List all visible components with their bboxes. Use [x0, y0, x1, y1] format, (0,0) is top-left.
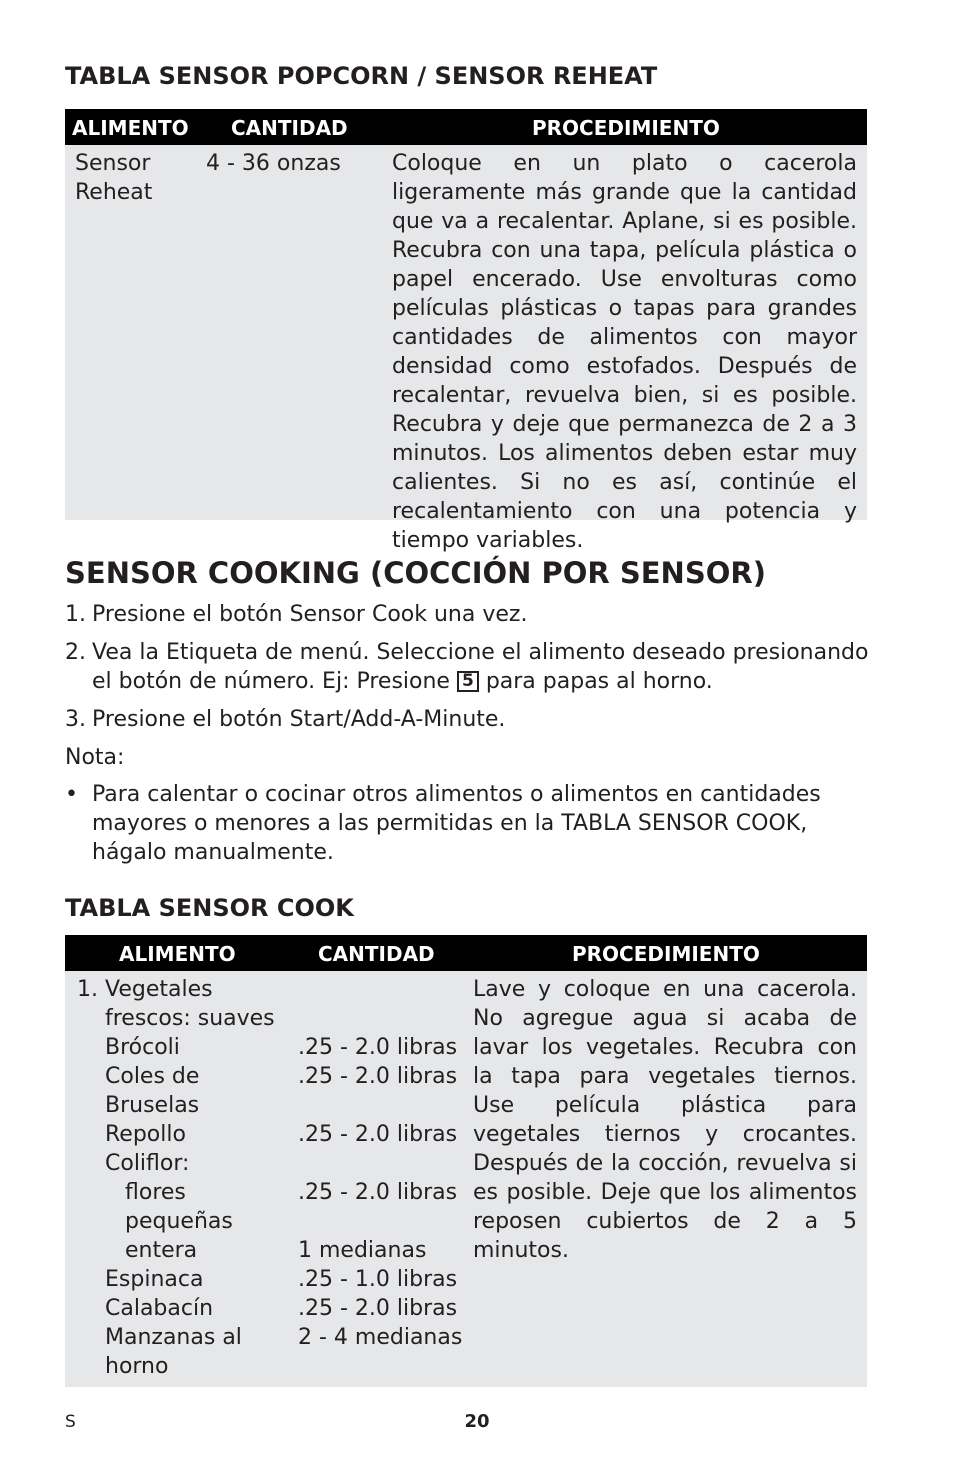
food-line: Reheat: [75, 180, 153, 205]
number-key-5: 5: [457, 671, 479, 692]
bullet-mark: •: [65, 782, 78, 807]
food-cell: Repollo: [105, 1122, 186, 1147]
step-text: Presione el botón Start/Add-A-Minute.: [92, 707, 506, 732]
amount-cell: 4 - 36 onzas: [206, 151, 341, 176]
header-procedimiento: PROCEDIMIENTO: [572, 942, 760, 966]
food-cell: Coliflor:: [105, 1151, 190, 1176]
step-2: [65, 638, 870, 696]
header-cantidad: CANTIDAD: [318, 942, 435, 966]
category-number: 1.: [77, 977, 98, 1002]
step-text: [92, 638, 870, 696]
food-cell: Coles de Bruselas: [105, 1064, 200, 1118]
step-text-part: Vea la Etiqueta de menú. Seleccione el alimento deseado presionando el botón de número. Ej: Presione: [92, 640, 869, 694]
note-label: Nota:: [65, 745, 125, 770]
food-cell: flores pequeñas: [125, 1180, 233, 1234]
header-procedimiento: PROCEDIMIENTO: [532, 116, 720, 140]
step-number: 2.: [65, 640, 86, 665]
amount-cell: .25 - 2.0 libras: [298, 1296, 458, 1321]
amount-cell: .25 - 2.0 libras: [298, 1064, 458, 1089]
food-cell: Brócoli: [105, 1035, 180, 1060]
step-text-part: para papas al horno.: [485, 669, 713, 694]
step-1: [65, 600, 870, 629]
procedure-cell: Lave y coloque en una cacerola. No agregue agua si acaba de lavar los vegetales. Recubra con la tapa para vegetales tiernos. Use película plástica para vegetales tiernos y crocantes. Después de la cocción, revuelva si es posible. Deje que los alimentos reposen cubiertos de 2 a 5 minutos.: [473, 977, 857, 1263]
sensor-cook-table: [65, 935, 867, 1387]
bullet-text: Para calentar o cocinar otros alimentos o alimentos en cantidades mayores o menores a las permitidas en la TABLA SENSOR COOK, hágalo manualmente.: [92, 782, 821, 865]
amount-cell: 1 medianas: [298, 1238, 427, 1263]
category-line: Vegetales: [105, 977, 213, 1002]
procedure-cell: Coloque en un plato o cacerola ligeramente más grande que la cantidad que va a recalentar. Aplane, si es posible. Recubra con una tapa, película plástica o papel encerado. Use envolturas como películas plásticas o tapas para grandes cantidades de alimentos con mayor densidad como estofados. Después de recalentar, revuelva bien, si es posible. Recubra y deje que permanezca de 2 a 3 minutos. Los alimentos deben estar muy calientes. Si no es así, continúe el recalentamiento con una potencia y tiempo variables.: [392, 151, 857, 553]
category-line: frescos: suaves: [105, 1006, 275, 1031]
header-cantidad: CANTIDAD: [231, 116, 348, 140]
footer-language-mark: S: [65, 1412, 76, 1432]
amount-cell: .25 - 2.0 libras: [298, 1035, 458, 1060]
amount-cell: 2 - 4 medianas: [298, 1325, 463, 1350]
sensor-reheat-table: [65, 109, 867, 553]
instructions: [65, 600, 870, 876]
page-number: 20: [464, 1411, 490, 1432]
amount-cell: .25 - 2.0 libras: [298, 1122, 458, 1147]
table-header-row: [65, 109, 867, 145]
food-cell: Espinaca: [105, 1267, 204, 1292]
food-line: Sensor: [75, 151, 151, 176]
amount-cell: .25 - 1.0 libras: [298, 1267, 458, 1292]
step-3: [65, 705, 870, 734]
food-cell: Calabacín: [105, 1296, 214, 1321]
step-number: 1.: [65, 602, 86, 627]
amount-cell: .25 - 2.0 libras: [298, 1180, 458, 1205]
sensor-cooking-heading: SENSOR COOKING (COCCIÓN POR SENSOR): [65, 556, 766, 590]
step-number: 3.: [65, 707, 86, 732]
sensor-cook-table-heading: TABLA SENSOR COOK: [65, 894, 354, 922]
step-text: Presione el botón Sensor Cook una vez.: [92, 602, 528, 627]
food-cell: entera: [125, 1238, 198, 1263]
header-alimento: ALIMENTO: [119, 942, 236, 966]
header-alimento: ALIMENTO: [72, 116, 189, 140]
note-bullet: [65, 780, 870, 867]
food-cell: Manzanas al horno: [105, 1325, 242, 1379]
table-header-row: [65, 935, 867, 971]
popcorn-reheat-table-heading: TABLA SENSOR POPCORN / SENSOR REHEAT: [65, 62, 658, 90]
food-cell: [75, 149, 152, 207]
